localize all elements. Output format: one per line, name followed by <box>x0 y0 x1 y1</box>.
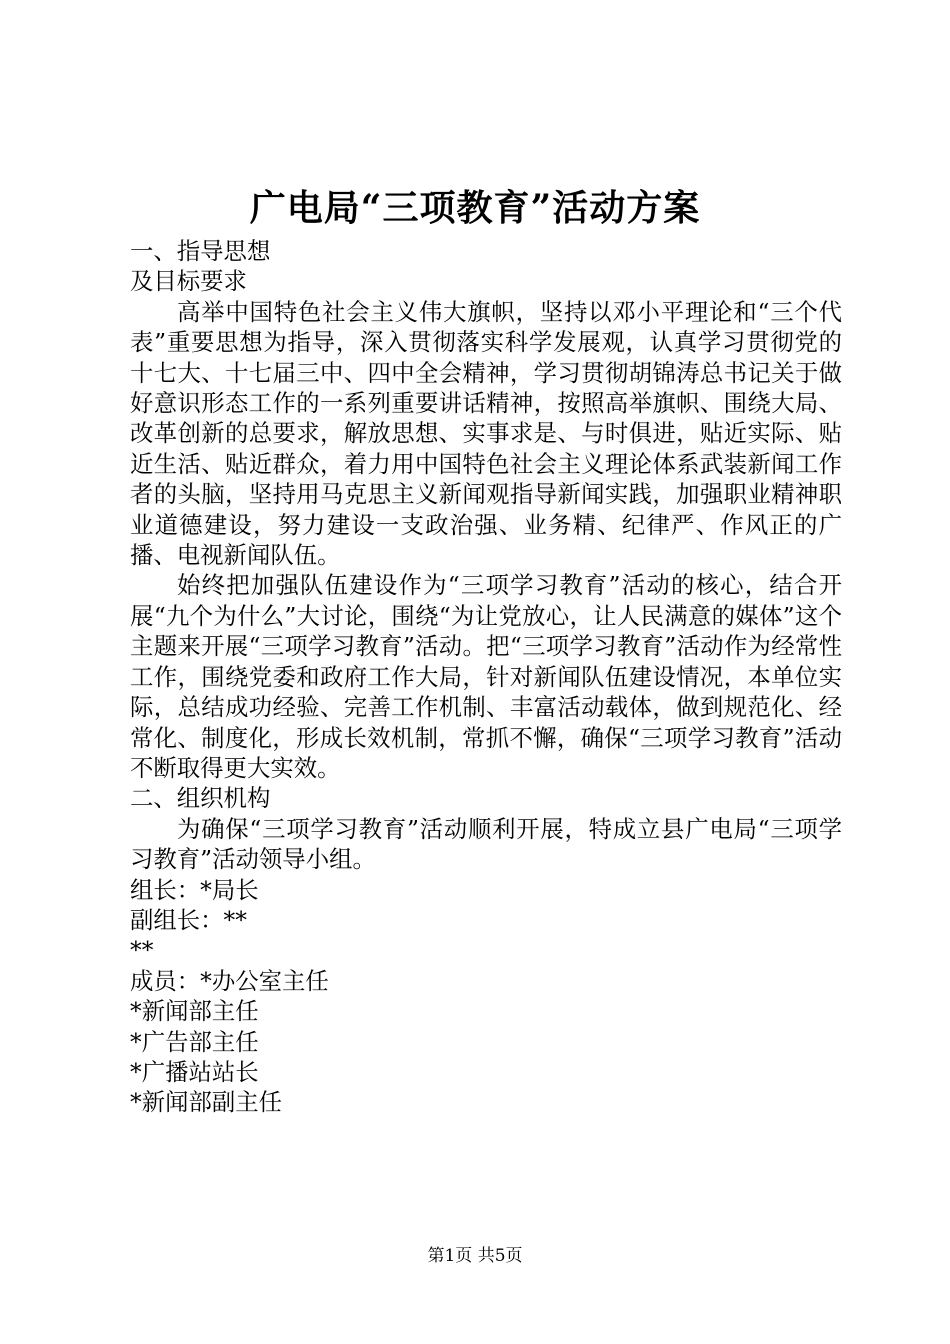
org-line-member-news-deputy: *新闻部副主任 <box>130 1088 283 1117</box>
org-line-member-broadcast: *广播站站长 <box>130 1057 259 1086</box>
org-line-member-ads: *广告部主任 <box>130 1027 259 1056</box>
org-line-member-news: *新闻部主任 <box>130 997 259 1026</box>
paragraph-guiding-ideology: 高举中国特色社会主义伟大旗帜，坚持以邓小平理论和“三个代表”重要思想为指导，深入贯彻落实科学发展观，认真学习贯彻党的十七大、十七届三中、四中全会精神，学习贯彻胡锦涛总书记关于做好意识形态工作的一系列重要讲话精神，按照高举旗帜、围绕大局、改革创新的总要求，解放思想、实事求是、与时俱进，贴近实际、贴近生活、贴近群众，着力用中国特色社会主义理论体系武装新闻工作者的头脑，坚持用马克思主义新闻观指导新闻实践，加强职业精神职业道德建设，努力建设一支政治强、业务精、纪律严、作风正的广播、电视新闻队伍。 <box>130 297 842 570</box>
page-footer: 第1页 共5页 <box>427 1246 523 1266</box>
org-line-leader: 组长：*局长 <box>130 875 259 904</box>
section1-heading: 一、指导思想 <box>130 237 271 265</box>
paragraph-team-building: 始终把加强队伍建设作为“三项学习教育”活动的核心，结合开展“九个为什么”大讨论，围绕“为让党放心，让人民满意的媒体”这个主题来开展“三项学习教育”活动。把“三项学习教育”活动作为经常性工作，围绕党委和政府工作大局，针对新闻队伍建设情况，本单位实际，总结成功经验、完善工作机制、丰富活动载体，做到规范化、经常化、制度化，形成长效机制，常抓不懈，确保“三项学习教育”活动不断取得更大实效。 <box>130 571 842 782</box>
section1-subheading: 及目标要求 <box>130 267 247 296</box>
org-line-members: 成员：*办公室主任 <box>130 966 329 995</box>
paragraph-leading-group: 为确保“三项学习教育”活动顺利开展，特成立县广电局“三项学习教育”活动领导小组。 <box>130 814 842 874</box>
org-line-deputy-leader-2: ** <box>130 936 154 965</box>
document-title: 广电局“三项教育”活动方案 <box>249 187 701 229</box>
section2-heading: 二、组织机构 <box>130 784 271 813</box>
org-line-deputy-leader: 副组长：** <box>130 905 247 934</box>
document-body <box>130 236 842 1118</box>
